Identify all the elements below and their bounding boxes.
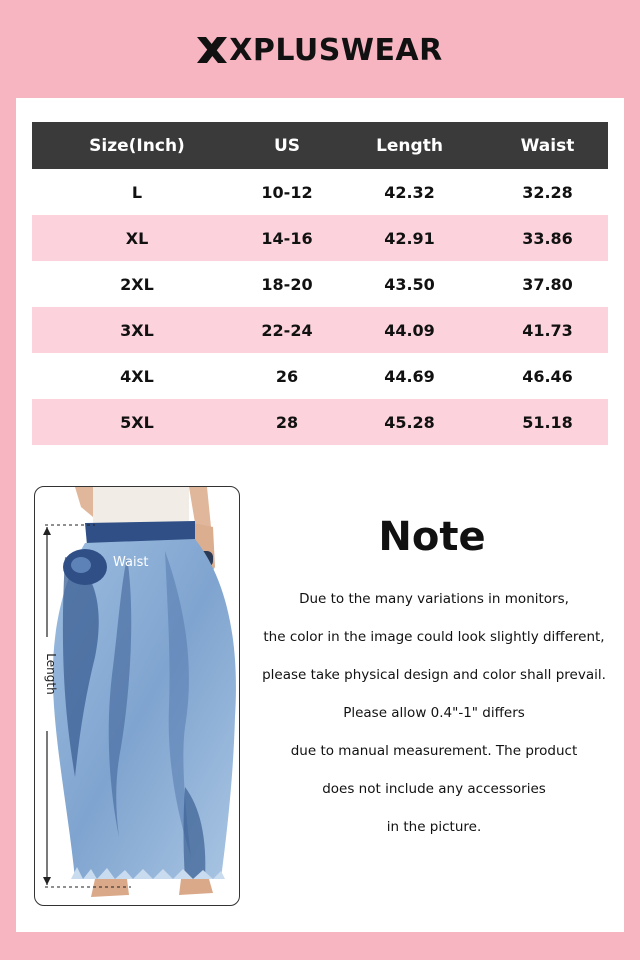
- cell-us: 14-16: [242, 215, 332, 261]
- cell-size: 4XL: [120, 366, 154, 386]
- note-line: Due to the many variations in monitors,: [299, 591, 569, 607]
- cell-length: 42.32: [384, 182, 435, 202]
- cell-us: 26: [275, 366, 299, 386]
- header-size: Size(Inch): [32, 122, 242, 169]
- cell-length: 43.50: [384, 274, 435, 294]
- cell-waist: 33.86: [487, 215, 608, 261]
- table-row: [32, 261, 608, 307]
- content-card: [16, 98, 624, 932]
- cell-us: 18-20: [261, 274, 313, 294]
- x-mark-icon: [197, 37, 227, 63]
- cell-waist: 37.80: [522, 274, 573, 294]
- cell-size: L: [131, 182, 143, 202]
- denim-skirt-illustration: [35, 487, 240, 906]
- cell-length: 45.28: [332, 399, 487, 445]
- cell-waist: 51.18: [487, 399, 608, 445]
- cell-size: 5XL: [32, 399, 242, 445]
- cell-waist: 46.46: [522, 366, 573, 386]
- table-row: [32, 399, 608, 445]
- note-line: the color in the image could look slightly different,: [263, 629, 605, 645]
- cell-size: 2XL: [120, 274, 154, 294]
- table-row: [32, 353, 608, 399]
- header-waist: Waist: [487, 122, 608, 169]
- note-line: in the picture.: [386, 819, 482, 835]
- size-chart-table: [32, 122, 608, 445]
- product-photo: [34, 486, 240, 906]
- table-header-row: [32, 122, 608, 169]
- cell-us: 10-12: [261, 182, 313, 202]
- cell-length: 42.91: [332, 215, 487, 261]
- brand-name: XPLUSWEAR: [229, 32, 443, 68]
- length-label: Length: [44, 653, 58, 695]
- note-line: please take physical design and color shall prevail.: [262, 667, 606, 683]
- cell-length: 44.09: [332, 307, 487, 353]
- cell-us: 28: [242, 399, 332, 445]
- cell-size: XL: [32, 215, 242, 261]
- header-us: US: [242, 122, 332, 169]
- waist-label: Waist: [113, 555, 149, 570]
- cell-size: 3XL: [32, 307, 242, 353]
- cell-us: 22-24: [242, 307, 332, 353]
- table-row: [32, 307, 608, 353]
- table-row: [32, 169, 608, 215]
- table-row: [32, 215, 608, 261]
- header-length: Length: [332, 122, 487, 169]
- note-line: Please allow 0.4"-1" differs: [343, 705, 525, 721]
- cell-waist: 41.73: [487, 307, 608, 353]
- note-text: [248, 586, 620, 852]
- note-title: Note: [378, 514, 486, 560]
- note-line: due to manual measurement. The product: [290, 743, 578, 759]
- brand-header: [0, 28, 640, 72]
- note-line: does not include any accessories: [322, 781, 546, 797]
- cell-length: 44.69: [384, 366, 435, 386]
- cell-waist: 32.28: [522, 182, 573, 202]
